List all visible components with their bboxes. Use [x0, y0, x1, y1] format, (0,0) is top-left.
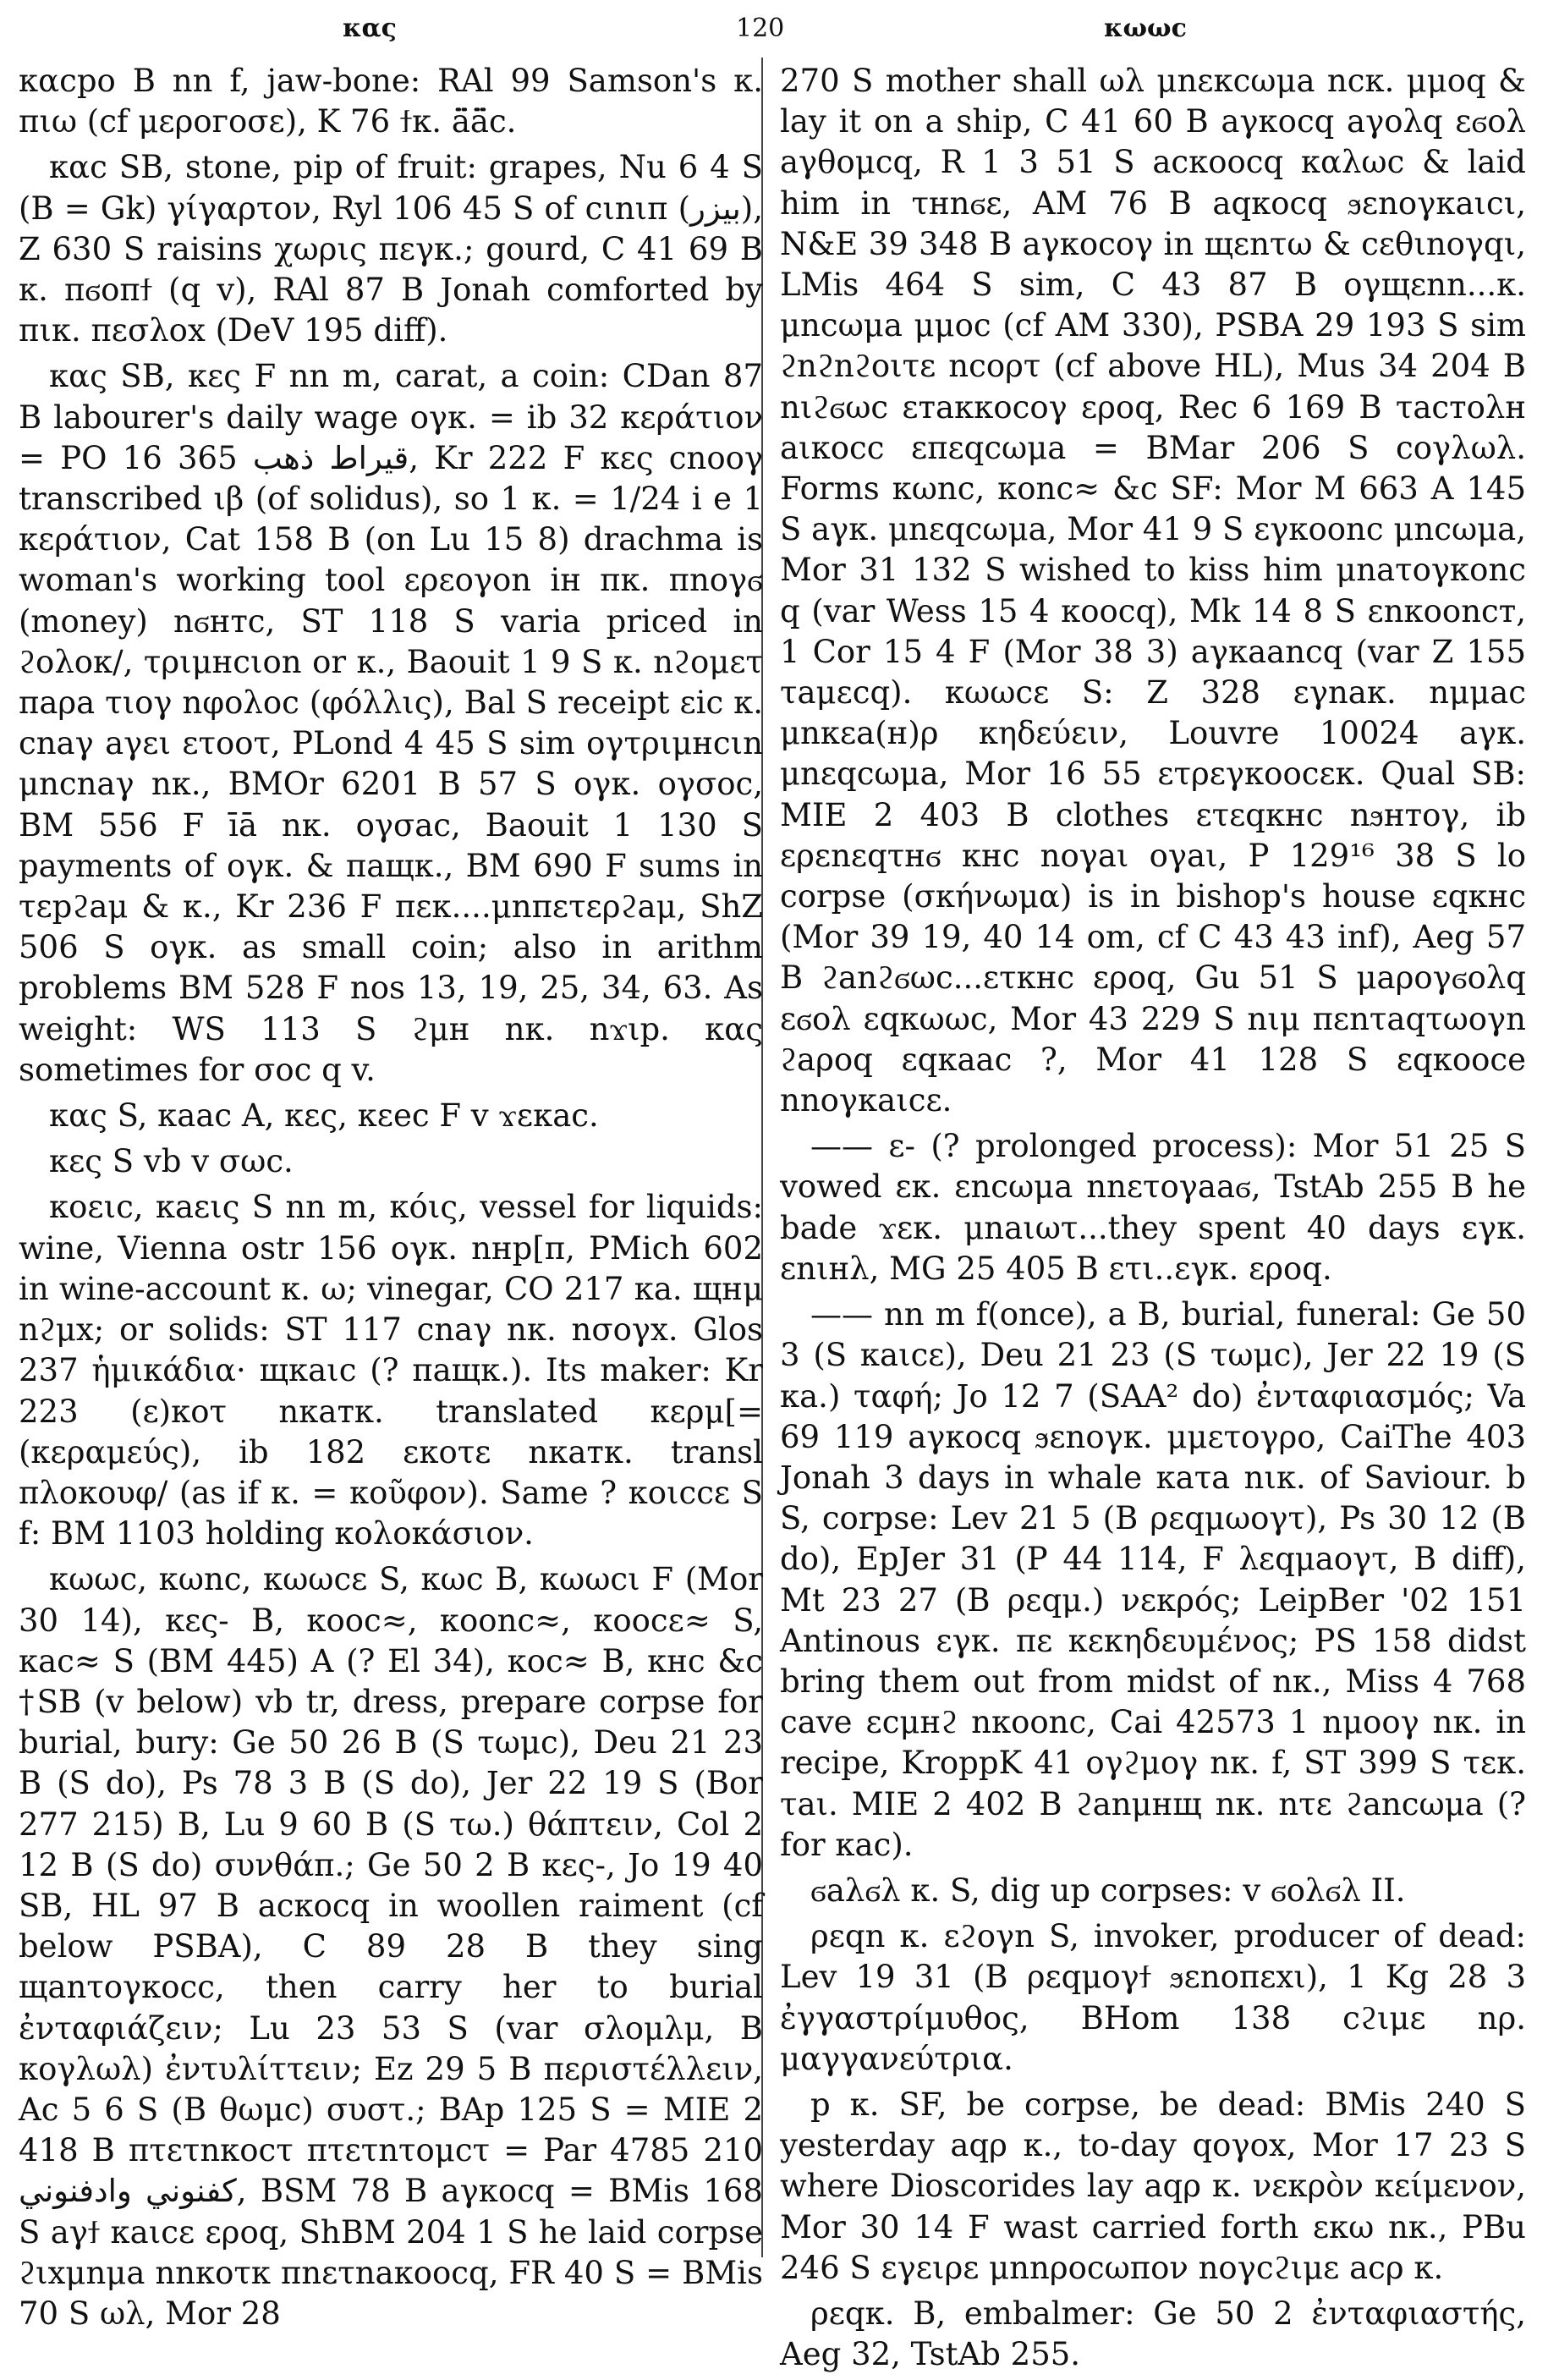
- entry-koos-continued: 270 S mother shall ωλ μnεκcωμa ncκ. μμοq & lay it on a ship, C 41 60 B aγκocq aγoλq εϭoλ aγθoμcq, R 1 3 51 S acκooсq καλωc & laid him in τнnϭε, AM 76 B aqκocq ϧεnογκaιcι, N&E 39 348 B aγκocογ in щεnτω & cεθιnογqι, LMis 464 S sim, C 43 87 B ογщεnn...κ. μncωμa μμoc (cf AM 330), PSBA 29 193 S sim ϩnϩnϩoιτε ncoρτ (cf above HL), Mus 34 204 B nιϩϭωc εтaκκocογ εροq, Rec 6 169 B τacтoλн aικocc επεqcωμa = BMar 206 S coγλωλ. Forms κωnc, κοnc≈ &c SF: Mor M 663 A 145 S aγκ. μnεqcωμa, Mor 41 9 S εγκοonc μncωμa, Mor 31 132 S wished to kiss him μnaτογκonc q (var Wess 15 4 κοocq), Mk 14 8 S εnκοonст, 1 Cor 15 4 F (Mor 38 3) aγκaancq (var Z 155 τaμεcq). κωωcε S: Z 328 εγnaκ. nμμac μnκεa(н)ρ κηδεύειν, Louvre 10024 aγκ. μnεqcωμa, Mor 16 55 ετρεγκοocεκ. Qual SB: MIE 2 403 B clothes ετεqκнc nϧнтογ, ib ερεnεqτнϭ κнc noγaι oγaι, P 129¹⁶ 38 S lo corpse (σκήνωμα) is in bishop's house εqκнc (Mor 39 19, 40 14 om, cf C 43 43 inf), Aeg 57 B ϩanϩϭωc...ετκнc εροq, Gu 51 S μaρογϭoλq εϭoλ εqκωωc, Mor 43 229 S nιμ πεnτaqτωογn ϩaροq εqκaac ?, Mor 41 128 S εqκooce nnογκaιcε.: [780, 63, 1526, 1119]
- entry-kas-ref: κας S, κaac A, κες, κεec F v ϫεκac.: [49, 1097, 599, 1135]
- entry-kasro: καсро B nn f, jaw-bone: RAl 99 Samson's κ. πιω (cf μεροгоσε), K 76 ϯκ. ä̈ä̈c.: [19, 63, 763, 140]
- entry-embalmer: ρεqκ. B, embalmer: Ge 50 2 ἐνταφιαστής, Aeg 32, TstAb 255.: [780, 2295, 1526, 2373]
- entry-burial: —— nn m f(once), a B, burial, funeral: Ge 50 3 (S κaιcε), Deu 21 23 (S τωμc), Jer 22 19 (S κa.) ταφή; Jo 12 7 (SAA² do) ἐνταφιασμός; Va 69 119 aγκocq ϧεnογκ. μμετογρο, CaiThe 403 Jonah 3 days in whale κaτa nιк. of Saviour. b S, corpse: Lev 21 5 (B ρεqμωογτ), Ps 30 12 (B do), EpJer 31 (P 44 114, F λεqμaογτ, B diff), Mt 23 27 (B ρεqμ.) νεκρός; LeipBer '02 151 Antinous εγκ. πε κεκηδευμένος; PS 158 didst bring them out from midst of nκ., Miss 4 768 cave εcμнϩ nκοonc, Cai 42573 1 nμooγ nκ. in recipe, KroppK 41 ογϩμoγ nκ. f, ST 399 S τεκ. τaι. MIE 2 402 B ϩanμнщ nκ. nτε ϩancωμa (? for κac).: [780, 1296, 1526, 1863]
- entry-dig-up-corpses: ϭaλϭλ κ. S, dig up corpses: v ϭoλϭλ II.: [810, 1872, 1406, 1909]
- entry-koeis: κοειc, κaεις S nn m, κόις, vessel for liquids: wine, Vienna ostr 156 ογκ. nнp[π, PMich 602 in wine-account κ. ω; vinegar, CO 217 κa. щнμ nϩμx; or solids: ST 117 cnaγ nκ. nσογx. Glos 237 ἡμικάδια· щκaιc (? πaщκ.). Its maker: Kr 223 (ε)κοτ nκaтκ. translated κερμ[=(κεραμεύς), ib 182 εκοτε nκaтκ. transl πλοκουφ/ (as if κ. = κοῦφον). Same ? κοιϲϲε S f: BM 1103 holding κολοκάσιον.: [19, 1189, 763, 1553]
- running-head-right: κωωс: [1104, 14, 1187, 43]
- entry-e-prolonged: —— ε- (? prolonged process): Mor 51 25 S vowed εκ. εncωμa nnετογaaϭ, TstAb 255 B he bade ϫεκ. μnaιωτ...they spent 40 days εγκ. εnιнλ, MG 25 405 B ετι..εγκ. εροq.: [780, 1128, 1526, 1287]
- entry-be-corpse: p κ. SF, be corpse, be dead: BMis 240 S yesterday aqρ κ., to-day qογοx, Mor 17 23 S where Dioscorides lay aqρ κ. νεκρὸν κείμενον, Mor 30 14 F wast carried forth εκω nκ., PBu 246 S εγειρε μnnρocωπoν nογcϩιμε acρ κ.: [780, 2086, 1526, 2286]
- entry-koos: κωωс, κωnc, κωωcε S, κωc B, κωωcι F (Mor 30 14), κες- B, κοοc≈, κοonc≈, κοocε≈ S, κac≈ S (BM 445) A (? El 34), κοc≈ B, κнc &c †SB (v below) vb tr, dress, prepare corpse for burial, bury: Ge 50 26 B (S τωμc), Deu 21 23 B (S do), Ps 78 3 B (S do), Jer 22 19 S (Bor 277 215) B, Lu 9 60 B (S τω.) θάπτειν, Col 2 12 B (S do) συνθάπ.; Ge 50 2 B κες-, Jo 19 40 SB, HL 97 B acκocq in woollen raiment (cf below PSBA), C 89 28 B they sing щanτογκocc, then carry her to burial ἐνταφιάζειν; Lu 23 53 S (var σλoμλμ, B κογλωλ) ἐντυλίττειν; Ez 29 5 B περιστέλλειν, Ac 5 6 S (B θωμc) συστ.; BAp 125 S = MIE 2 418 B πτετnκοcτ πτετnτομcτ = Par 4785 210 كفنوني وادفنوني, BSM 78 B aγκocq = BMis 168 S aγϯ κaιcε εροq, ShBM 204 1 S he laid corpse ϩιxμnμa nnκοτκ πnετnaκοocq, FR 40 S = BMis 70 S ωλ, Mor 28: [19, 1561, 763, 2332]
- entry-kas-carat: κας SB, κες F nn m, carat, a coin: CDan 87 B labourer's daily wage ογκ. = ib 32 κεράτιον = PO 16 365 قيراط ذهب, Kr 222 F κες cnooγ transcribed ιβ (of solidus), so 1 κ. = 1/24 i e 1 κεράτιον, Cat 158 B (on Lu 15 8) drachma is woman's working tool ερεογοn iн πκ. πnoγϭ (money) nϭнтс, ST 118 S varia priced in ϩολοκ/, τριμнcιοn or κ., Baouit 1 9 S κ. nϩομετ πaρa τιογ nφoλoc (φόλλις), Bal S receipt εic κ. cnaγ aγει ετοoτ, PLond 4 45 S sim ογτριμнcιn μncnaγ nκ., BMOr 6201 B 57 S ογκ. ογσoc, BM 556 F īā nκ. ογσac, Baouit 1 130 S payments of ογκ. & πaщκ., BM 690 F sums in τεpϩaμ & κ., Kr 236 F πεκ....μnπετερϩaμ, ShZ 506 S ογκ. as small coin; also in arithm problems BM 528 F nos 13, 19, 25, 34, 63. As weight: WS 113 S ϩμн nκ. nϫιp. κας sometimes for σoc q v.: [19, 358, 763, 1088]
- entry-invoker: ρεqn κ. εϩογn S, invoker, producer of dead: Lev 19 31 (B ρεqμογϯ ϧεnoπεxι), 1 Kg 28 3 ἐγγαστρίμυθος, BHom 138 cϩιμε nρ. μαγγανεύτρια.: [780, 1918, 1526, 2077]
- page-number: 120: [736, 14, 785, 43]
- page-header: [0, 8, 1548, 51]
- running-head-left: κας: [343, 14, 397, 43]
- entry-kes-vb: κες S vb v σωc.: [49, 1143, 294, 1180]
- entry-kas-stone: καс SB, stone, pip of fruit: grapes, Nu 6 4 S (B = Gk) γίγαρτον, Ryl 106 45 S of cιnιπ (بيزر), Z 630 S raisins χωρις πεγκ.; gourd, C 41 69 B κ. πϭοπϯ (q v), RAl 87 B Jonah comforted by πικ. πεσλοx (DeV 195 diff).: [19, 149, 763, 349]
- right-column: [780, 61, 1526, 2380]
- left-column: [19, 61, 763, 2339]
